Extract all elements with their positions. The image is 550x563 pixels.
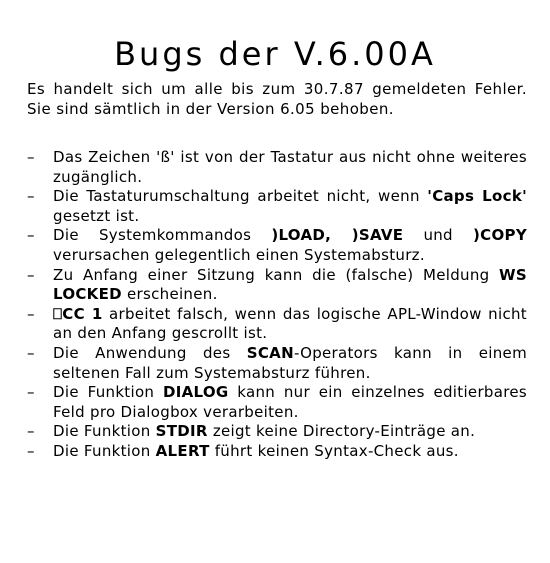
list-item	[27, 187, 527, 226]
keyword: )COPY	[473, 226, 527, 245]
keyword: 'Caps Lock'	[427, 187, 528, 206]
dash-bullet: –	[27, 148, 35, 166]
list-item	[27, 226, 527, 265]
bug-list	[27, 148, 527, 462]
list-item	[27, 383, 527, 422]
bug-text: kann nur ein einzelnes editierbares Feld pro Dialogbox verarbeiten.	[53, 383, 527, 421]
bug-text: Die Anwendung des	[53, 343, 247, 362]
bug-text: führt keinen Syntax-Check aus.	[209, 441, 459, 460]
keyword: ⎕CC 1	[53, 304, 103, 323]
dash-bullet: –	[27, 226, 35, 245]
bug-text: Die Funktion	[53, 383, 163, 402]
bug-text: -Operators kann in einem seltenen Fall zum Systemabsturz führen.	[53, 343, 528, 382]
bug-text: und	[403, 226, 474, 245]
keyword: SCAN	[246, 343, 294, 362]
keyword: )LOAD, )SAVE	[271, 226, 404, 245]
bug-text: zeigt keine Directory-Einträge an.	[207, 422, 476, 441]
dash-bullet: –	[27, 441, 35, 460]
bug-text: erscheinen.	[121, 285, 218, 304]
dash-bullet: –	[27, 265, 35, 284]
keyword: STDIR	[155, 422, 208, 441]
list-item	[27, 422, 527, 442]
bug-text: Die Systemkommandos	[53, 226, 272, 245]
keyword: WS LOCKED	[53, 265, 527, 304]
list-item	[27, 148, 527, 187]
list-item	[27, 442, 527, 462]
page-title: Bugs der V.6.00A	[114, 35, 436, 74]
keyword: DIALOG	[163, 383, 229, 402]
bug-text: verursachen gelegentlich einen Systemabsturz.	[53, 245, 425, 264]
bug-text: Die Tastaturumschaltung arbeitet nicht, wenn	[53, 187, 428, 206]
dash-bullet: –	[27, 304, 35, 323]
list-item	[27, 305, 527, 344]
dash-bullet: –	[27, 383, 35, 402]
dash-bullet: –	[27, 343, 35, 362]
bug-text: gesetzt ist.	[53, 206, 140, 225]
list-item	[27, 344, 527, 383]
dash-bullet: –	[27, 422, 35, 441]
dash-bullet: –	[27, 187, 35, 206]
bug-text: Die Funktion	[53, 422, 156, 441]
bug-text: Zu Anfang einer Sitzung kann die (falsche) Meldung	[53, 265, 500, 284]
bug-text: Das Zeichen 'ß' ist von der Tastatur aus nicht ohne weiteres zugänglich.	[53, 148, 527, 186]
bug-text: arbeitet falsch, wenn das logische APL-Window nicht an den Anfang gescrollt ist.	[53, 304, 527, 343]
intro-paragraph: Es handelt sich um alle bis zum 30.7.87 gemeldeten Fehler. Sie sind sämtlich in der Version 6.05 behoben.	[27, 80, 527, 118]
keyword: ALERT	[155, 441, 210, 460]
bug-text: Die Funktion	[53, 441, 156, 460]
list-item	[27, 266, 527, 305]
